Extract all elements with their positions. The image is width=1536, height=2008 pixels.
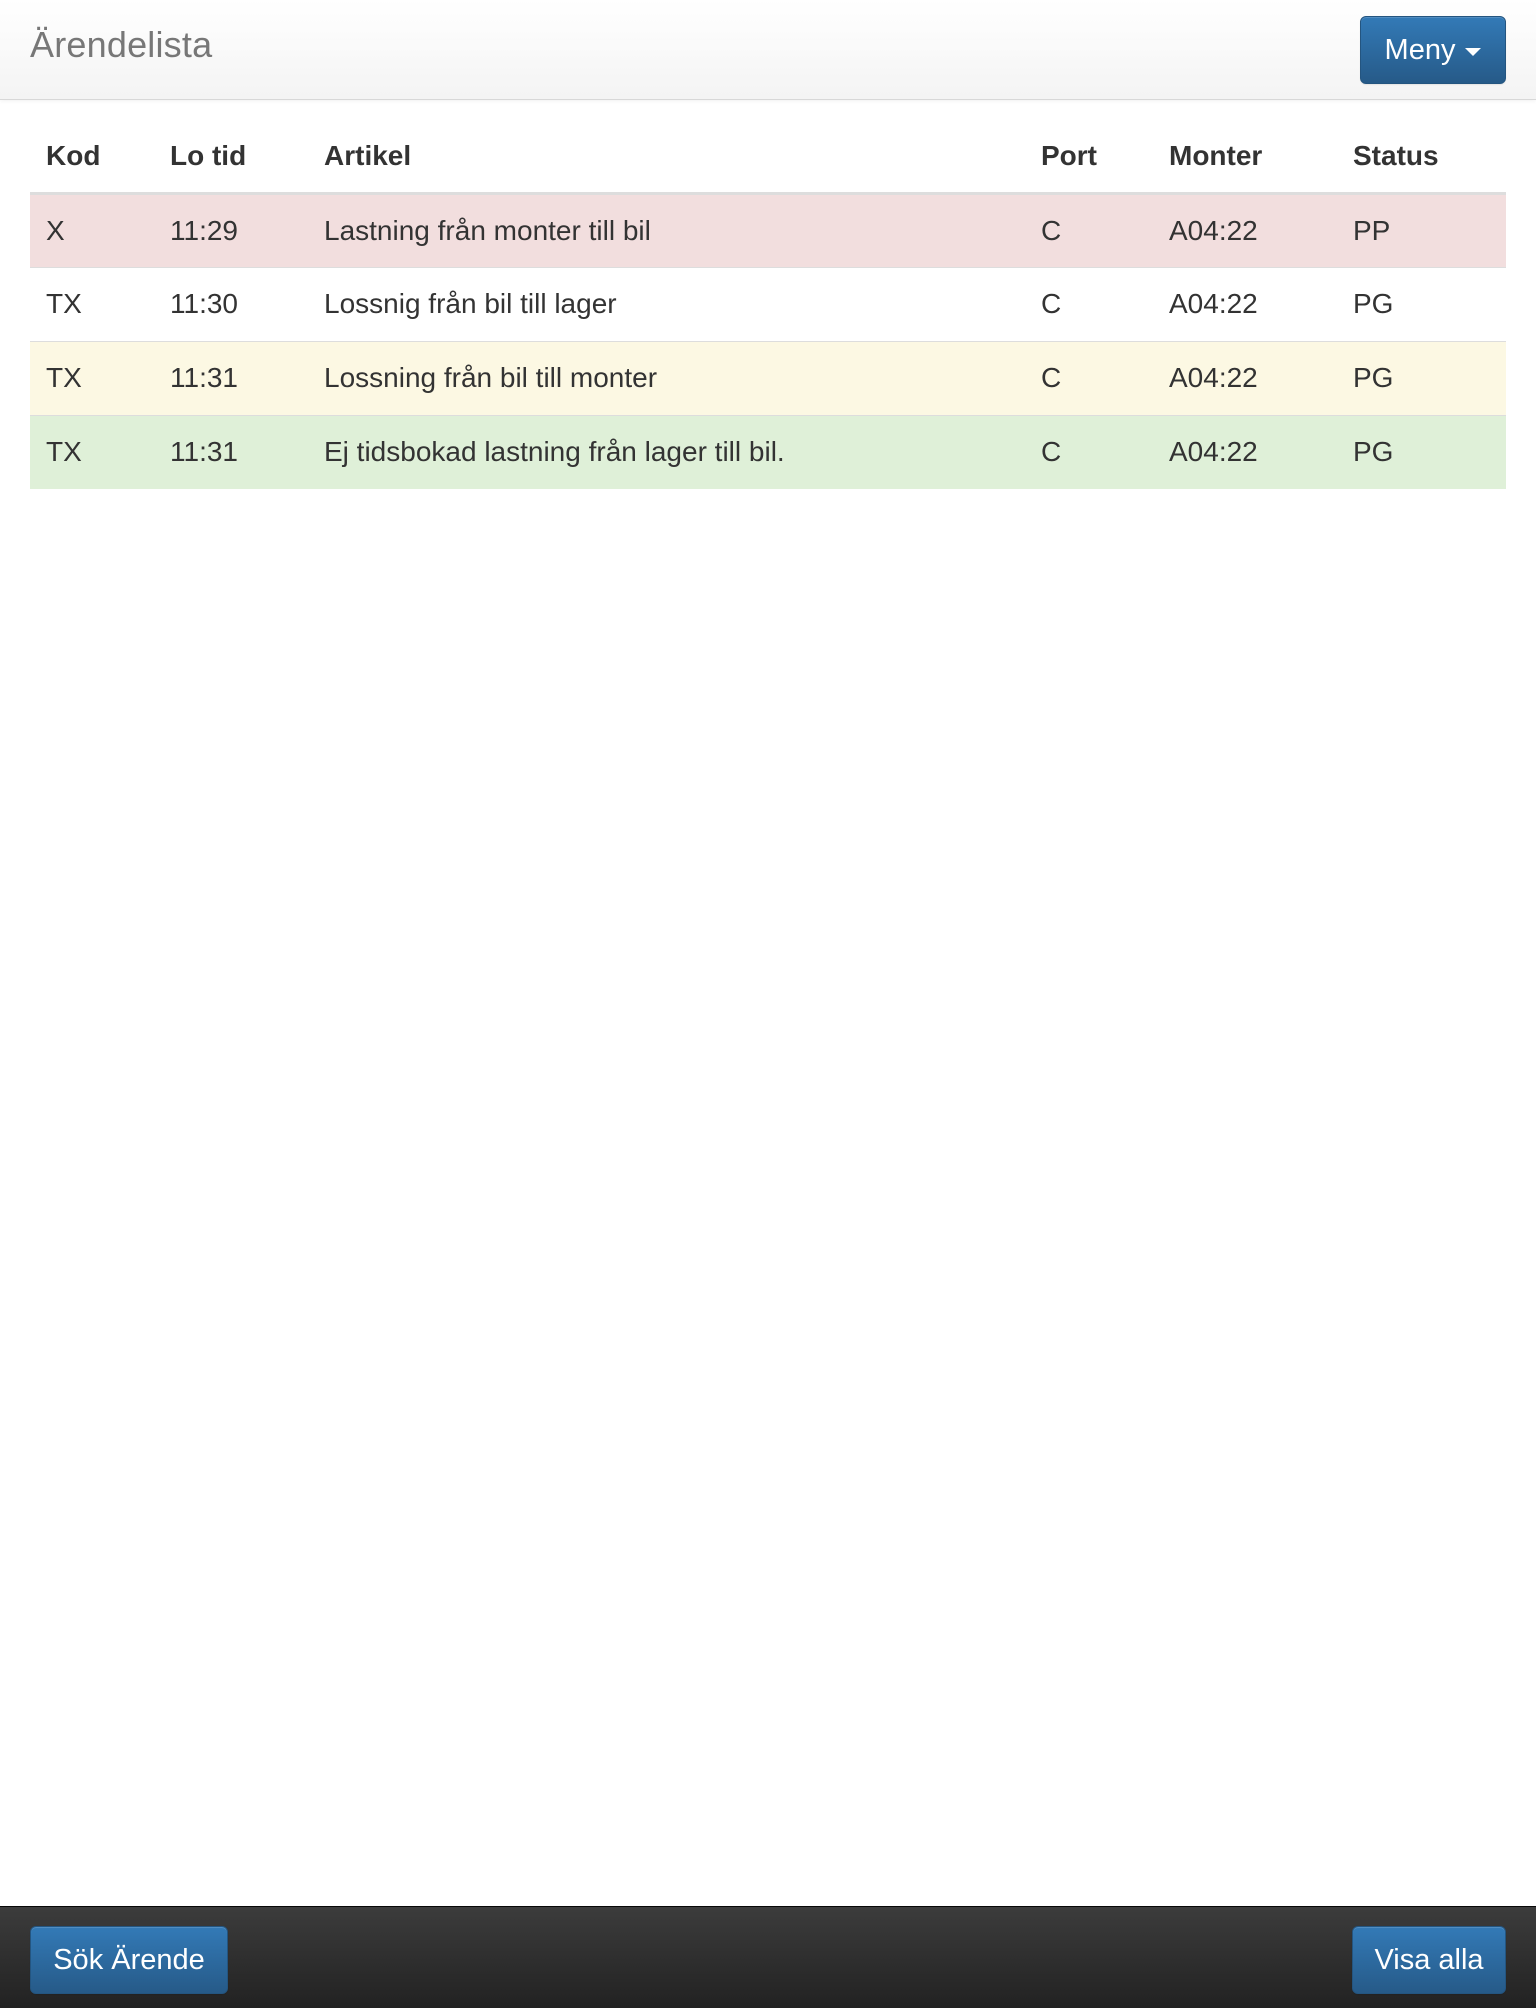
table-row[interactable] — [30, 341, 1506, 415]
cell-monter: A04:22 — [1153, 341, 1337, 415]
menu-button[interactable] — [1360, 16, 1506, 84]
cell-artikel: Lossning från bil till monter — [308, 341, 1025, 415]
cell-artikel: Lastning från monter till bil — [308, 193, 1025, 267]
column-header-artikel: Artikel — [308, 120, 1025, 193]
column-header-kod: Kod — [30, 120, 154, 193]
cell-lo-tid: 11:29 — [154, 193, 308, 267]
caret-down-icon — [1465, 48, 1481, 56]
cell-lo-tid: 11:31 — [154, 341, 308, 415]
page-title[interactable]: Ärendelista — [30, 24, 213, 65]
column-header-status: Status — [1337, 120, 1506, 193]
column-header-port: Port — [1025, 120, 1153, 193]
show-all-button[interactable]: Visa alla — [1352, 1926, 1506, 1994]
table-row[interactable] — [30, 193, 1506, 267]
cell-port: C — [1025, 341, 1153, 415]
cell-artikel: Ej tidsbokad lastning från lager till bil. — [308, 415, 1025, 489]
cell-status: PP — [1337, 193, 1506, 267]
cell-lo-tid: 11:31 — [154, 415, 308, 489]
cell-kod: TX — [30, 415, 154, 489]
cell-artikel: Lossnig från bil till lager — [308, 267, 1025, 341]
cell-status: PG — [1337, 415, 1506, 489]
table-row[interactable] — [30, 267, 1506, 341]
cell-status: PG — [1337, 341, 1506, 415]
cell-port: C — [1025, 193, 1153, 267]
cell-monter: A04:22 — [1153, 267, 1337, 341]
table-row[interactable] — [30, 415, 1506, 489]
cell-monter: A04:22 — [1153, 415, 1337, 489]
cell-monter: A04:22 — [1153, 193, 1337, 267]
column-header-lo-tid: Lo tid — [154, 120, 308, 193]
case-list-table-container — [30, 120, 1506, 489]
cell-kod: TX — [30, 341, 154, 415]
menu-button-label: Meny — [1384, 33, 1456, 66]
cell-port: C — [1025, 415, 1153, 489]
cell-kod: TX — [30, 267, 154, 341]
cell-port: C — [1025, 267, 1153, 341]
search-case-button[interactable]: Sök Ärende — [30, 1926, 228, 1994]
column-header-monter: Monter — [1153, 120, 1337, 193]
bottom-navbar — [0, 1906, 1536, 2008]
cell-lo-tid: 11:30 — [154, 267, 308, 341]
case-list-table — [30, 120, 1506, 489]
cell-kod: X — [30, 193, 154, 267]
table-header-row — [30, 120, 1506, 193]
cell-status: PG — [1337, 267, 1506, 341]
top-navbar — [0, 0, 1536, 100]
